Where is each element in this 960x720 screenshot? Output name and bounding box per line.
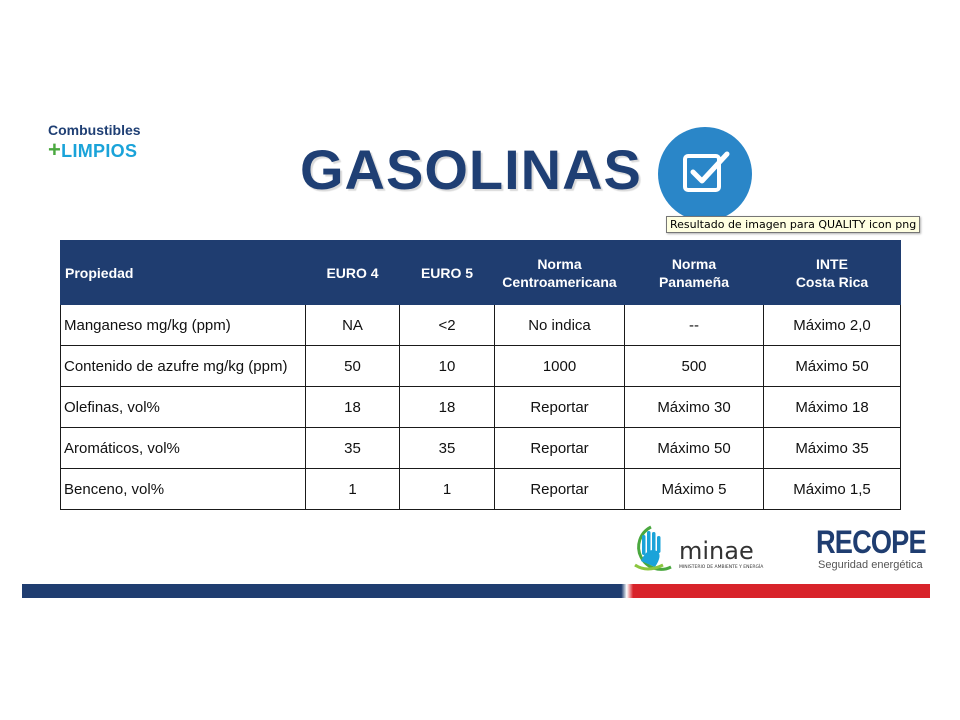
table-cell: 35 — [306, 428, 400, 469]
recope-logo — [816, 526, 945, 571]
quality-check-icon — [657, 126, 753, 222]
table-cell: Máximo 1,5 — [764, 469, 901, 510]
header-norma-centroamericana: Norma Centroamericana — [495, 241, 625, 305]
table-row — [61, 346, 901, 387]
table-header-row — [61, 241, 901, 305]
recope-tagline: Seguridad energética — [818, 559, 923, 571]
table-cell: 18 — [400, 387, 495, 428]
table-cell: Máximo 35 — [764, 428, 901, 469]
recope-name: RECOPE — [816, 524, 926, 560]
brand-logo — [48, 123, 141, 161]
table-row — [61, 469, 901, 510]
footer-stripe — [22, 584, 930, 598]
table-cell: Reportar — [495, 428, 625, 469]
table-cell: 18 — [306, 387, 400, 428]
header-propiedad: Propiedad — [61, 241, 306, 305]
minae-logo — [627, 521, 777, 577]
table-cell: Máximo 50 — [764, 346, 901, 387]
table-cell: Máximo 50 — [625, 428, 764, 469]
header-euro5: EURO 5 — [400, 241, 495, 305]
table-cell: Máximo 18 — [764, 387, 901, 428]
brand-top-text: Combustibles — [48, 122, 141, 138]
table-row — [61, 428, 901, 469]
brand-limpios: LIMPIOS — [61, 141, 138, 161]
brand-bottom-text — [48, 139, 141, 161]
table-cell: 50 — [306, 346, 400, 387]
table-cell: 1000 — [495, 346, 625, 387]
table-cell: 1 — [306, 469, 400, 510]
table-cell: 35 — [400, 428, 495, 469]
table-cell: Máximo 30 — [625, 387, 764, 428]
table-cell: Reportar — [495, 387, 625, 428]
table-cell: 10 — [400, 346, 495, 387]
table-cell: Máximo 2,0 — [764, 305, 901, 346]
table-cell: 500 — [625, 346, 764, 387]
header-inte-costa-rica: INTE Costa Rica — [764, 241, 901, 305]
table-cell: Máximo 5 — [625, 469, 764, 510]
table-cell: Manganeso mg/kg (ppm) — [61, 305, 306, 346]
gasoline-properties-table — [60, 240, 901, 510]
image-tooltip: Resultado de imagen para QUALITY icon png — [666, 216, 920, 233]
table-cell: Contenido de azufre mg/kg (ppm) — [61, 346, 306, 387]
table-row — [61, 387, 901, 428]
table-cell: Benceno, vol% — [61, 469, 306, 510]
brand-plus: + — [48, 137, 62, 162]
table-cell: Reportar — [495, 469, 625, 510]
table-cell: 1 — [400, 469, 495, 510]
table-cell: NA — [306, 305, 400, 346]
table-cell: Olefinas, vol% — [61, 387, 306, 428]
header-euro4: EURO 4 — [306, 241, 400, 305]
table-cell: <2 — [400, 305, 495, 346]
table-row — [61, 305, 901, 346]
page-title: GASOLINAS — [300, 138, 642, 201]
header-norma-panamena: Norma Panameña — [625, 241, 764, 305]
table-cell: Aromáticos, vol% — [61, 428, 306, 469]
svg-text:MINISTERIO DE AMBIENTE Y ENERG: MINISTERIO DE AMBIENTE Y ENERGÍA — [679, 565, 764, 570]
table-cell: -- — [625, 305, 764, 346]
table-cell: No indica — [495, 305, 625, 346]
svg-text:minae: minae — [679, 537, 754, 565]
